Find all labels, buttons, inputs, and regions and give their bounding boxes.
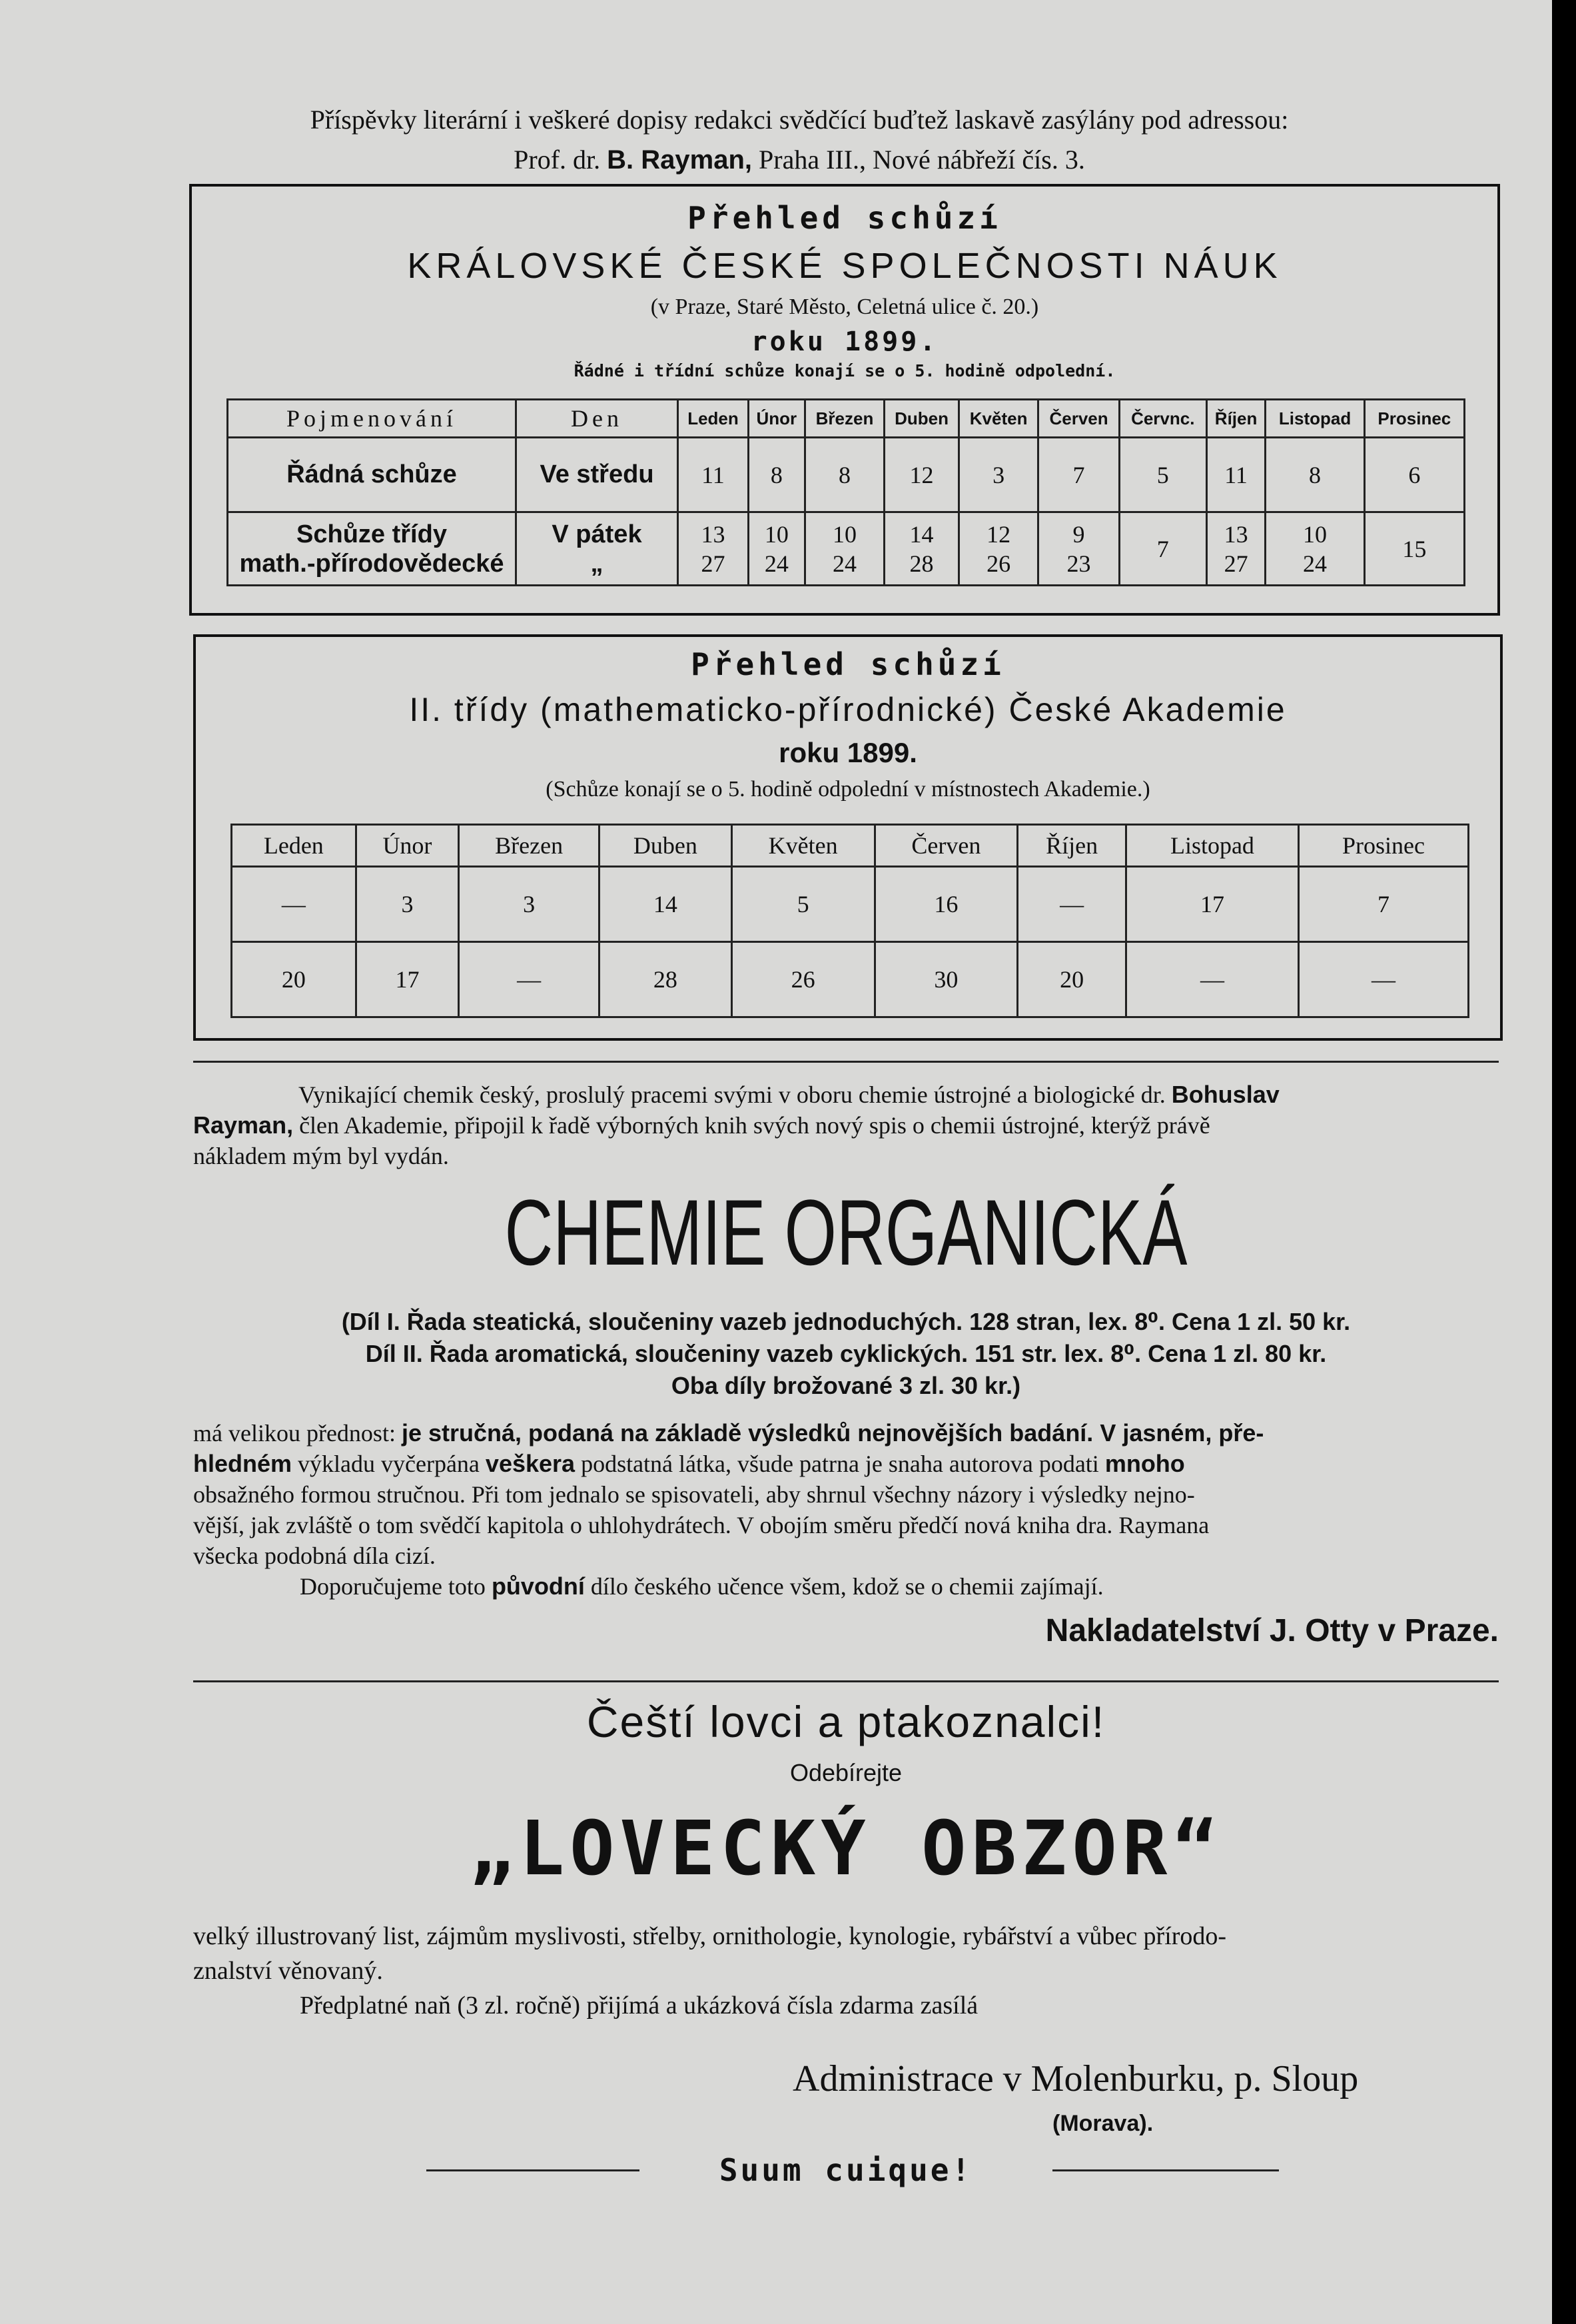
table-cell: 7 xyxy=(1298,867,1468,942)
header-cell: Červen xyxy=(1038,400,1119,438)
volume-list xyxy=(193,1306,1499,1402)
desc-line: obsažného formou stručnou. Při tom jednalo se spisovateli, aby shrnul všechny názory i výsledky nejno- xyxy=(193,1481,1195,1508)
box2-note: (Schůze konají se o 5. hodině odpolední v místnostech Akademie.) xyxy=(546,777,1150,802)
header-line-2 xyxy=(133,140,1465,180)
header-name: B. Rayman, xyxy=(607,145,753,175)
header-cell: Listopad xyxy=(1126,825,1298,867)
cell-line: 10 xyxy=(832,520,857,548)
box1-society-name: KRÁLOVSKÉ ČESKÉ SPOLEČNOSTI NÁUK xyxy=(407,246,1282,286)
table-cell xyxy=(885,512,959,586)
row-day xyxy=(516,512,678,586)
header-cell: Prosinec xyxy=(1298,825,1468,867)
desc-text: má velikou přednost: xyxy=(193,1420,396,1447)
header-cell: Den xyxy=(516,400,678,438)
desc-bold: hledném xyxy=(193,1450,292,1477)
magazine-title: „LOVECKÝ OBZOR“ xyxy=(469,1806,1223,1892)
table-cell: 3 xyxy=(459,867,599,942)
hunters-headline: Čeští lovci a ptakoznalci! xyxy=(586,1697,1106,1746)
table-cell: — xyxy=(232,867,356,942)
cell-line: 28 xyxy=(909,550,934,577)
region: (Morava). xyxy=(1052,2111,1154,2136)
cell-line: 26 xyxy=(986,550,1011,577)
table-cell: — xyxy=(1298,942,1468,1017)
header-cell: Červen xyxy=(875,825,1018,867)
cell-line: 13 xyxy=(1224,520,1248,548)
table-cell: 30 xyxy=(875,942,1018,1017)
header-cell: Prosinec xyxy=(1364,400,1464,438)
desc-bold: veškera xyxy=(485,1450,576,1477)
divider-rule xyxy=(193,1680,1499,1682)
table-cell: 11 xyxy=(678,438,749,512)
intro-line xyxy=(298,1079,1504,1110)
header-cell: Březen xyxy=(805,400,884,438)
book-description xyxy=(193,1418,1499,1602)
header-line-1: Příspěvky literární i veškeré dopisy redakci svědčící buďtež laskavě zasýlány pod adressou: xyxy=(310,105,1289,135)
cell-line: 24 xyxy=(832,550,857,577)
cell-line: 27 xyxy=(1224,550,1248,577)
table-cell xyxy=(678,512,749,586)
desc-line: vější, jak zvláště o tom svědčí kapitola o uhlohydrátech. V obojím směru předčí nová kniha dra. Raymana xyxy=(193,1512,1210,1538)
table-cell: — xyxy=(1126,942,1298,1017)
motto-rule-left xyxy=(426,2169,639,2171)
table-cell xyxy=(805,512,884,586)
desc-text: Doporučujeme toto xyxy=(300,1573,486,1600)
table-cell: 5 xyxy=(1119,438,1206,512)
desc-line xyxy=(193,1418,1499,1449)
row-day-line: „ xyxy=(590,549,603,578)
table-header-row xyxy=(232,825,1469,867)
table-cell: 8 xyxy=(748,438,805,512)
academy-table xyxy=(230,824,1469,1018)
desc-line: všecka podobná díla cizí. xyxy=(193,1542,436,1569)
cell-line: 14 xyxy=(909,520,934,548)
header-address: Praha III., Nové nábřeží čís. 3. xyxy=(759,145,1085,175)
cell-line: 13 xyxy=(701,520,725,548)
header-cell: Leden xyxy=(232,825,356,867)
table-cell: 17 xyxy=(356,942,459,1017)
desc-line xyxy=(193,1571,1499,1602)
book-title: CHEMIE ORGANICKÁ xyxy=(504,1180,1188,1285)
header-cell: Říjen xyxy=(1018,825,1126,867)
volume-line: (Díl I. Řada steatická, sloučeniny vazeb jednoduchých. 128 stran, lex. 8⁰. Cena 1 zl. 50 kr. xyxy=(341,1308,1351,1335)
table-cell: 5 xyxy=(731,867,875,942)
table-cell: 12 xyxy=(885,438,959,512)
intro-text: Vynikající chemik český, proslulý pracemi svými v oboru chemie ústrojné a biologické dr. xyxy=(298,1081,1166,1108)
row-label-line: Schůze třídy xyxy=(296,520,447,548)
cell-line: 27 xyxy=(701,550,725,577)
header-cell: Listopad xyxy=(1266,400,1364,438)
motto: Suum cuique! xyxy=(719,2152,973,2188)
table-cell: 11 xyxy=(1206,438,1266,512)
motto-rule-right xyxy=(1052,2169,1279,2171)
box1-note: Řádné i třídní schůze konají se o 5. hodině odpolední. xyxy=(574,361,1116,380)
table-cell: 17 xyxy=(1126,867,1298,942)
box2-subtitle: II. třídy (mathematicko-přírodnické) České Akademie xyxy=(409,691,1287,728)
desc-line: velký illustrovaný list, zájmům myslivosti, střelby, ornithologie, kynologie, rybářství a vůbec přírodo- xyxy=(193,1922,1227,1950)
header-cell: Duben xyxy=(599,825,731,867)
table-cell: 20 xyxy=(232,942,356,1017)
intro-line: nákladem mým byl vydán. xyxy=(193,1143,449,1169)
author-name: Bohuslav xyxy=(1171,1081,1280,1108)
header-cell: Pojmenování xyxy=(228,400,516,438)
cell-line: 23 xyxy=(1066,550,1091,577)
table-row xyxy=(232,942,1469,1017)
table-cell: 3 xyxy=(959,438,1038,512)
box1-title: Přehled schůzí xyxy=(687,200,1002,236)
table-cell xyxy=(959,512,1038,586)
table-cell: 14 xyxy=(599,867,731,942)
table-row xyxy=(228,438,1465,512)
table-cell: 20 xyxy=(1018,942,1126,1017)
royal-society-table xyxy=(226,398,1465,586)
royal-society-schedule-box xyxy=(189,184,1500,616)
desc-bold: mnoho xyxy=(1104,1450,1185,1477)
scan-edge xyxy=(1552,0,1576,2324)
table-cell: 16 xyxy=(875,867,1018,942)
table-cell: 8 xyxy=(1266,438,1364,512)
box1-year: roku 1899. xyxy=(751,326,939,357)
chemistry-intro xyxy=(298,1079,1504,1110)
table-cell: 15 xyxy=(1364,512,1464,586)
row-label-line: math.-přírodovědecké xyxy=(239,549,504,578)
table-cell: — xyxy=(1018,867,1126,942)
cell-line: 9 xyxy=(1072,520,1085,548)
academy-schedule-box xyxy=(193,634,1503,1041)
box1-address: (v Praze, Staré Město, Celetná ulice č. 20.) xyxy=(650,294,1039,319)
table-cell: 28 xyxy=(599,942,731,1017)
row-day-line: V pátek xyxy=(552,520,642,548)
intro-text: člen Akademie, připojil k řadě výborných knih svých nový spis o chemii ústrojné, kterýž právě xyxy=(299,1112,1210,1139)
desc-text: výkladu vyčerpána xyxy=(298,1451,480,1477)
table-row xyxy=(228,512,1465,586)
chemistry-intro-cont xyxy=(193,1110,1499,1171)
row-day: Ve středu xyxy=(516,438,678,512)
header-cell: Leden xyxy=(678,400,749,438)
desc-line: Předplatné naň (3 zl. ročně) přijímá a ukázková čísla zdarma zasílá xyxy=(300,1992,979,2020)
header-cell: Květen xyxy=(731,825,875,867)
table-cell xyxy=(1038,512,1119,586)
desc-line: znalství věnovaný. xyxy=(193,1957,383,1985)
header-cell: Duben xyxy=(885,400,959,438)
volume-line: Oba díly brožované 3 zl. 30 kr.) xyxy=(671,1372,1021,1399)
row-label: Řádná schůze xyxy=(228,438,516,512)
header-note xyxy=(133,100,1465,180)
box2-year: roku 1899. xyxy=(779,737,917,768)
header-prefix: Prof. dr. xyxy=(514,145,601,175)
administration-address: Administrace v Molenburku, p. Sloup xyxy=(793,2058,1359,2099)
subscribe-label: Odebírejte xyxy=(789,1759,903,1786)
box2-title: Přehled schůzí xyxy=(691,646,1005,682)
table-cell: 6 xyxy=(1364,438,1464,512)
table-cell xyxy=(1206,512,1266,586)
desc-line xyxy=(193,1449,1499,1479)
cell-line: 10 xyxy=(764,520,789,548)
table-cell xyxy=(748,512,805,586)
publisher: Nakladatelství J. Otty v Praze. xyxy=(1045,1613,1499,1648)
table-cell xyxy=(1266,512,1364,586)
header-cell: Červnc. xyxy=(1119,400,1206,438)
table-cell: 7 xyxy=(1038,438,1119,512)
desc-bold: je stručná, podaná na základě výsledků nejnovějších badání. V jasném, pře- xyxy=(401,1419,1264,1447)
cell-line: 24 xyxy=(764,550,789,577)
desc-text: dílo českého učence všem, kdož se o chemii zajímají. xyxy=(590,1573,1104,1600)
desc-bold: původní xyxy=(491,1572,585,1600)
table-cell: 26 xyxy=(731,942,875,1017)
intro-line xyxy=(193,1110,1499,1141)
cell-line: 12 xyxy=(986,520,1011,548)
header-cell: Únor xyxy=(356,825,459,867)
cell-line: 24 xyxy=(1303,550,1328,577)
header-cell: Říjen xyxy=(1206,400,1266,438)
divider-rule xyxy=(193,1061,1499,1063)
author-surname: Rayman, xyxy=(193,1111,294,1139)
table-row xyxy=(232,867,1469,942)
cell-line: 10 xyxy=(1303,520,1328,548)
table-cell: 7 xyxy=(1119,512,1206,586)
magazine-description xyxy=(193,1919,1499,2023)
header-cell: Březen xyxy=(459,825,599,867)
row-label xyxy=(228,512,516,586)
table-cell: 8 xyxy=(805,438,884,512)
table-cell: — xyxy=(459,942,599,1017)
table-cell: 3 xyxy=(356,867,459,942)
header-cell: Únor xyxy=(748,400,805,438)
header-cell: Květen xyxy=(959,400,1038,438)
desc-text: podstatná látka, všude patrna je snaha autorova podati xyxy=(581,1451,1099,1477)
volume-line: Díl II. Řada aromatická, sloučeniny vazeb cyklických. 151 str. lex. 8⁰. Cena 1 zl. 80 kr. xyxy=(365,1340,1327,1367)
table-header-row xyxy=(228,400,1465,438)
